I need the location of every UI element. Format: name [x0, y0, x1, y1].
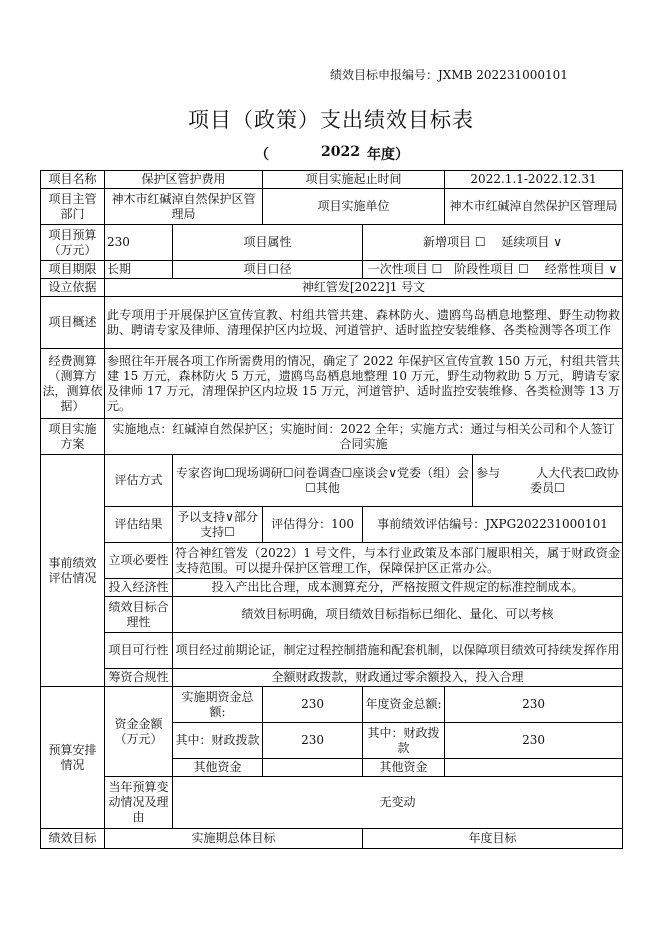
eval-number: 事前绩效评估编号：JXPG202231000101: [363, 507, 623, 543]
table-row: [41, 579, 623, 597]
overview-label: 项目概述: [41, 297, 105, 349]
page-title: 项目（政策）支出绩效目标表: [188, 108, 474, 132]
table-row: [41, 455, 623, 507]
dept-label: 项目主管部门: [41, 189, 105, 225]
total-value: 230: [263, 687, 363, 723]
year-suffix: 年度）: [367, 147, 409, 163]
overall-goal-header: 实施期总体目标: [105, 829, 363, 849]
feasibility-value: 项目经过前期论证，制定过程控制措施和配套机制，以保障项目绩效可持续发挥作用: [173, 633, 623, 669]
plan-value: 实施地点：红碱淖自然保护区；实施时间：2022 全年；实施方式：通过与相关公司和个人签订合同实施: [105, 419, 623, 455]
form-code: 绩效目标申报编号：JXMB 202231000101: [330, 68, 568, 82]
goals-label: 绩效目标: [41, 829, 105, 849]
year-fiscal-value: 230: [445, 723, 623, 759]
table-row: [41, 669, 623, 687]
table-row: [41, 225, 623, 261]
necessity-value: 符合神红管发（2022）1 号文件，与本行业政策及本部门履职相关，属于财政资金支持范围。可以提升保护区管理工作，保障保护区正常办公。: [173, 543, 623, 579]
basis-value: 神红管发[2022]1 号文: [105, 279, 623, 297]
economy-label: 投入经济性: [105, 579, 173, 597]
table-row: [41, 349, 623, 419]
method-value: 专家咨询☐现场调研☐问卷调查☐座谈会∨党委（组）会☐其他: [173, 455, 473, 507]
result-value: 予以支持∨部分支持☐: [173, 507, 263, 543]
total-label: 实施期资金总额:: [173, 687, 263, 723]
plan-label: 项目实施方案: [41, 419, 105, 455]
table-row: [41, 171, 623, 189]
annual-goal-header: 年度目标: [363, 829, 623, 849]
term-value: 长期: [105, 261, 173, 279]
table-row: [41, 543, 623, 579]
budget-label: 项目预算（万元）: [41, 225, 105, 261]
table-row: [41, 687, 623, 723]
target-label: 绩效目标合理性: [105, 597, 173, 633]
year-fiscal-label: 其中：财政拨款: [363, 723, 445, 759]
compliance-value: 全额财政拨款，财政通过零余额投入，投入合理: [173, 669, 623, 687]
fiscal-label: 其中：财政拨款: [173, 723, 263, 759]
unit-value: 神木市红碱淖自然保护区管理局: [445, 189, 623, 225]
period-label: 项目实施起止时间: [263, 171, 445, 189]
table-row: [41, 777, 623, 829]
name-value: 保护区管护费用: [105, 171, 263, 189]
year-total-value: 230: [445, 687, 623, 723]
method-extra: 参与 人大代表☐政协委员☐: [473, 455, 623, 507]
attr-label: 项目属性: [173, 225, 363, 261]
table-row: [41, 419, 623, 455]
feasibility-label: 项目可行性: [105, 633, 173, 669]
necessity-label: 立项必要性: [105, 543, 173, 579]
table-row: [41, 261, 623, 279]
year-open-paren: （: [255, 147, 269, 163]
table-row: [41, 297, 623, 349]
method-label: 评估方式: [105, 455, 173, 507]
overview-value: 此专项用于开展保护区宣传宣教、村组共管共建、森林防火、遗鸥鸟岛栖息地整理、野生动物救助、聘请专家及律师、清理保护区内垃圾、河道管护、适时监控安装维修、各类检测等各项工作: [105, 297, 623, 349]
term-label: 项目期限: [41, 261, 105, 279]
funds-label: 资金金额（万元）: [105, 687, 173, 777]
year-other-value: [445, 759, 623, 777]
table-row: [41, 507, 623, 543]
calc-label: 经费测算（测算方法，测算依据）: [41, 349, 105, 419]
table-row: [41, 189, 623, 225]
path-label: 项目口径: [173, 261, 363, 279]
compliance-label: 筹资合规性: [105, 669, 173, 687]
attr-value: 新增项目 ☐ 延续项目 ∨: [363, 225, 623, 261]
path-value: 一次性项目 ☐ 阶段性项目 ☐ 经常性项目 ∨: [363, 261, 623, 279]
table-row: [41, 279, 623, 297]
budget-value: 230: [105, 225, 173, 261]
budget-plan-label: 预算安排情况: [41, 687, 105, 829]
dept-value: 神木市红碱淖自然保护区管理局: [105, 189, 263, 225]
result-label: 评估结果: [105, 507, 173, 543]
year-other-label: 其他资金: [363, 759, 445, 777]
unit-label: 项目实施单位: [263, 189, 445, 225]
score-value: 评估得分：100: [263, 507, 363, 543]
change-value: 无变动: [173, 777, 623, 829]
other-value: [263, 759, 363, 777]
year-total-label: 年度资金总额:: [363, 687, 445, 723]
fiscal-value: 230: [263, 723, 363, 759]
basis-label: 设立依据: [41, 279, 105, 297]
name-label: 项目名称: [41, 171, 105, 189]
assessment-label: 事前绩效评估情况: [41, 455, 105, 687]
performance-target-table: [40, 170, 623, 849]
change-label: 当年预算变动情况及理由: [105, 777, 173, 829]
table-row: [41, 829, 623, 849]
period-value: 2022.1.1-2022.12.31: [445, 171, 623, 189]
table-row: [41, 597, 623, 633]
economy-value: 投入产出比合理，成本测算充分，严格按照文件规定的标准控制成本。: [173, 579, 623, 597]
table-row: [41, 633, 623, 669]
target-value: 绩效目标明确，项目绩效目标指标已细化、量化、可以考核: [173, 597, 623, 633]
year-value: 2022: [321, 144, 360, 160]
other-label: 其他资金: [173, 759, 263, 777]
calc-value: 参照往年开展各项工作所需费用的情况，确定了 2022 年保护区宣传宣教 150 万元，村组共管共建 15 万元，森林防火 5 万元，遗鸥鸟岛栖息地整理 10 万元，野生动物救助 5 万元，聘请专家及律师 17 万元，清理保护区内垃圾 15 万元，河道管护、适时监控安装维修、各类检测等 13 万元。: [105, 349, 623, 419]
